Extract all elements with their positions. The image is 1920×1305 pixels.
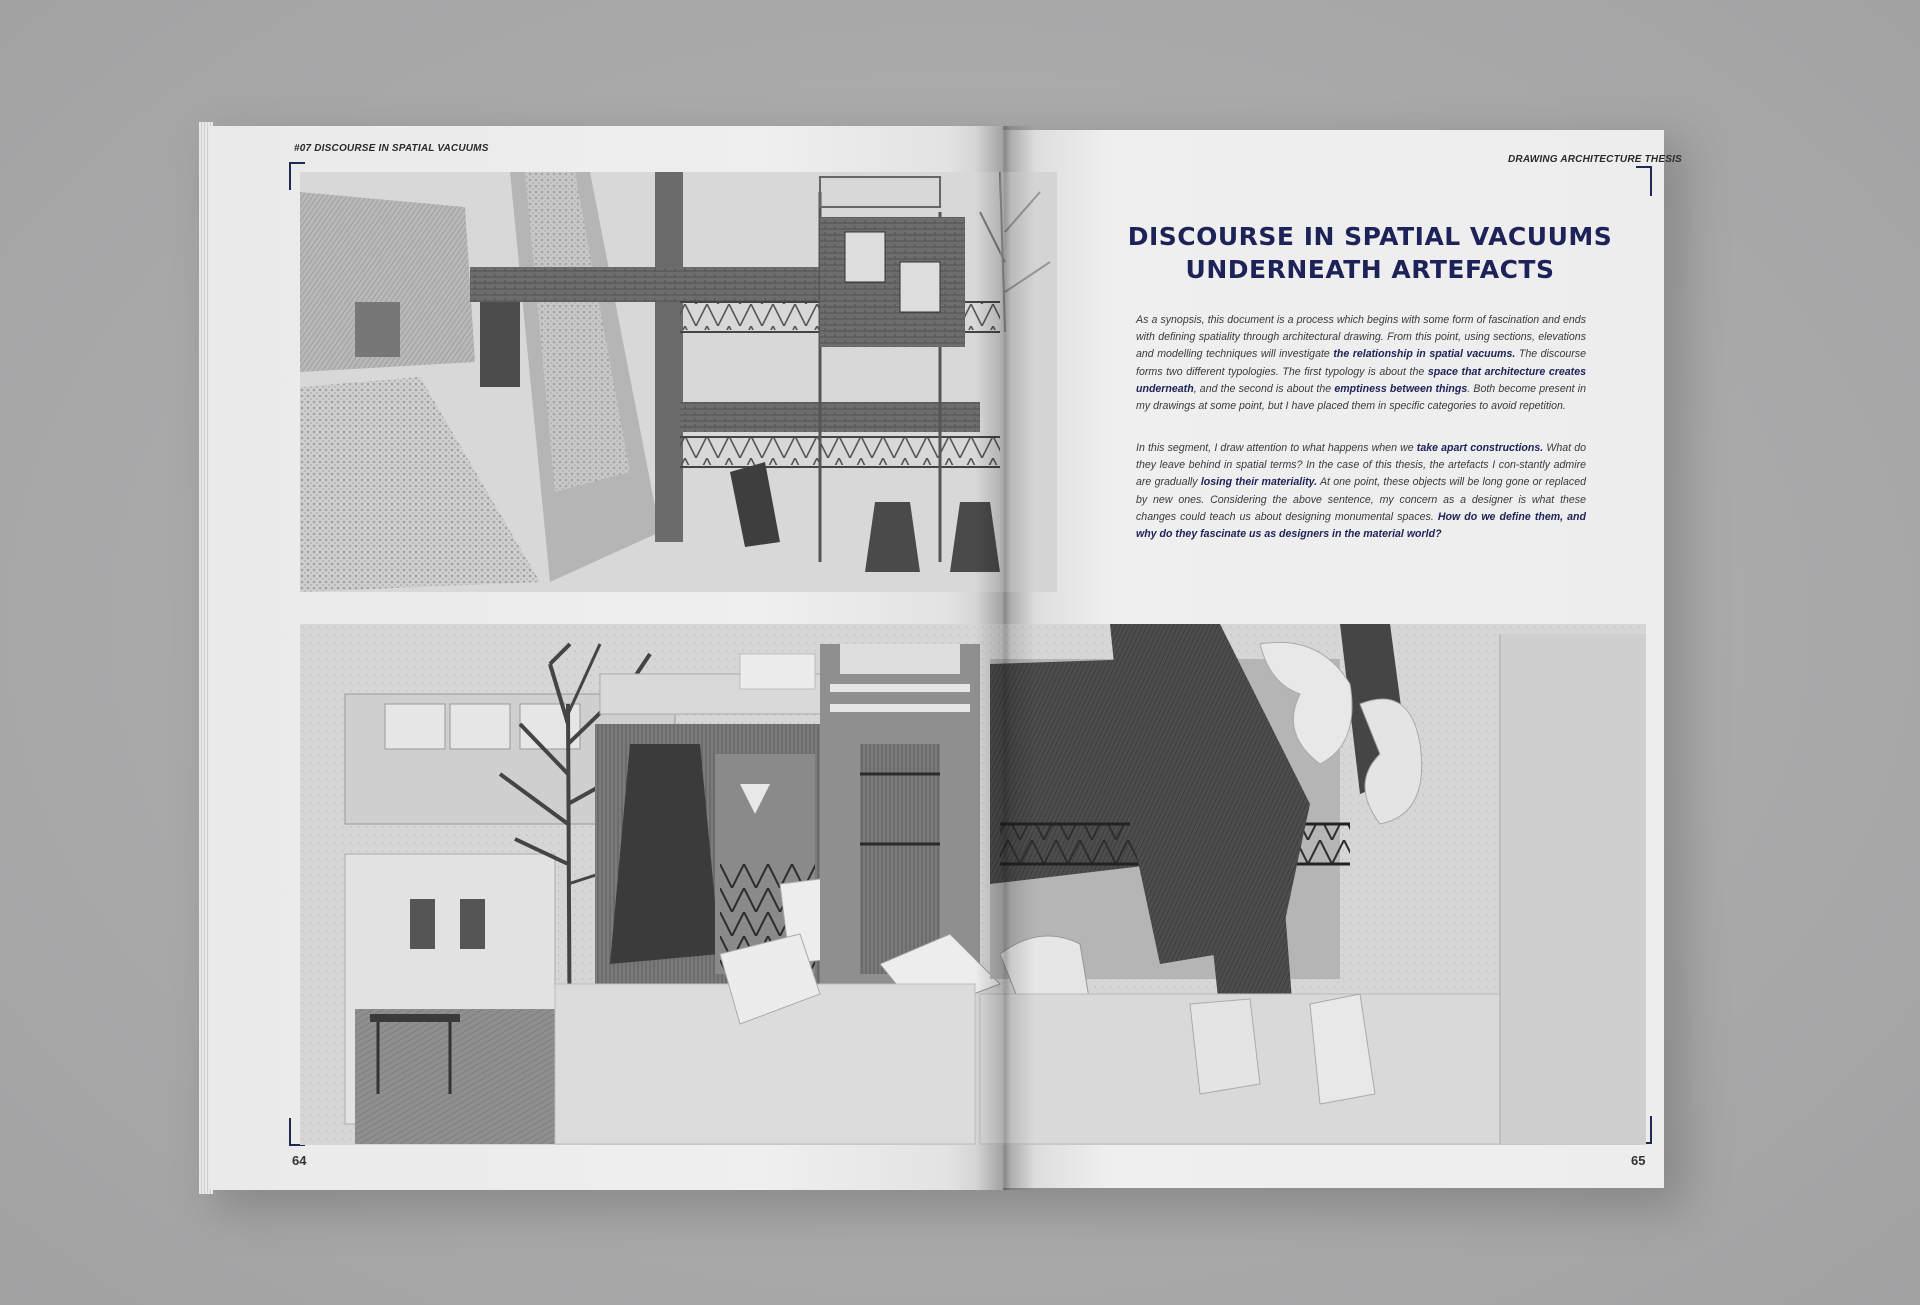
p1-emphasis-3: emptiness between things xyxy=(1334,382,1468,395)
p2-text-1: In this segment, I draw attention to what happens when we xyxy=(1136,442,1417,454)
left-running-head: #07 DISCOURSE IN SPATIAL VACUUMS xyxy=(294,143,489,154)
p2-emphasis-1: take apart constructions. xyxy=(1416,442,1544,454)
body-paragraph-2 xyxy=(1136,440,1586,543)
bottom-paper-model-photo xyxy=(300,624,1646,1145)
left-page-number: 64 xyxy=(292,1153,307,1168)
body-paragraph-1 xyxy=(1136,312,1586,415)
corner-bracket-top-right xyxy=(1636,166,1652,196)
title-line-1: DISCOURSE IN SPATIAL VACUUMS xyxy=(1127,222,1613,251)
top-architectural-drawing xyxy=(300,172,1057,592)
p1-text-2: The discourse forms two different typologies. The first typology is about the xyxy=(1136,348,1586,378)
p1-text-3: , and the second is about the xyxy=(1193,382,1335,395)
right-page-number: 65 xyxy=(1631,1153,1646,1168)
p1-text-1: As a synopsis, this document is a process which begins with some form of fascination and ends with defining spatiality through architectural drawing. From this point, using sections, elevations and modelling techniques will investigate xyxy=(1136,314,1586,361)
p1-text-4: . Both become present in my drawings at some point, but I have placed them in specific categories to avoid repetition. xyxy=(1136,382,1586,413)
p2-text-3: At one point, these objects will be long gone or replaced by new ones. Considering the above sentence, my concern as a designer is what these changes could teach us about designing monumental spaces. xyxy=(1136,476,1586,523)
right-running-head: DRAWING ARCHITECTURE THESIS xyxy=(1508,154,1682,165)
p2-emphasis-2: losing their materiality. xyxy=(1200,476,1318,489)
p1-emphasis-1: the relationship in spatial vacuums. xyxy=(1333,348,1516,361)
p2-text-2: What do they leave behind in spatial terms? In the case of this thesis, the artefacts I con-stantly admire are gradually xyxy=(1136,442,1586,489)
p1-emphasis-2: space that architecture creates underneath xyxy=(1136,365,1586,395)
article-title xyxy=(1110,220,1630,286)
title-line-2: UNDERNEATH ARTEFACTS xyxy=(1185,255,1555,284)
p2-emphasis-3: How do we define them, and why do they fascinate us as designers in the material world? xyxy=(1136,510,1586,541)
